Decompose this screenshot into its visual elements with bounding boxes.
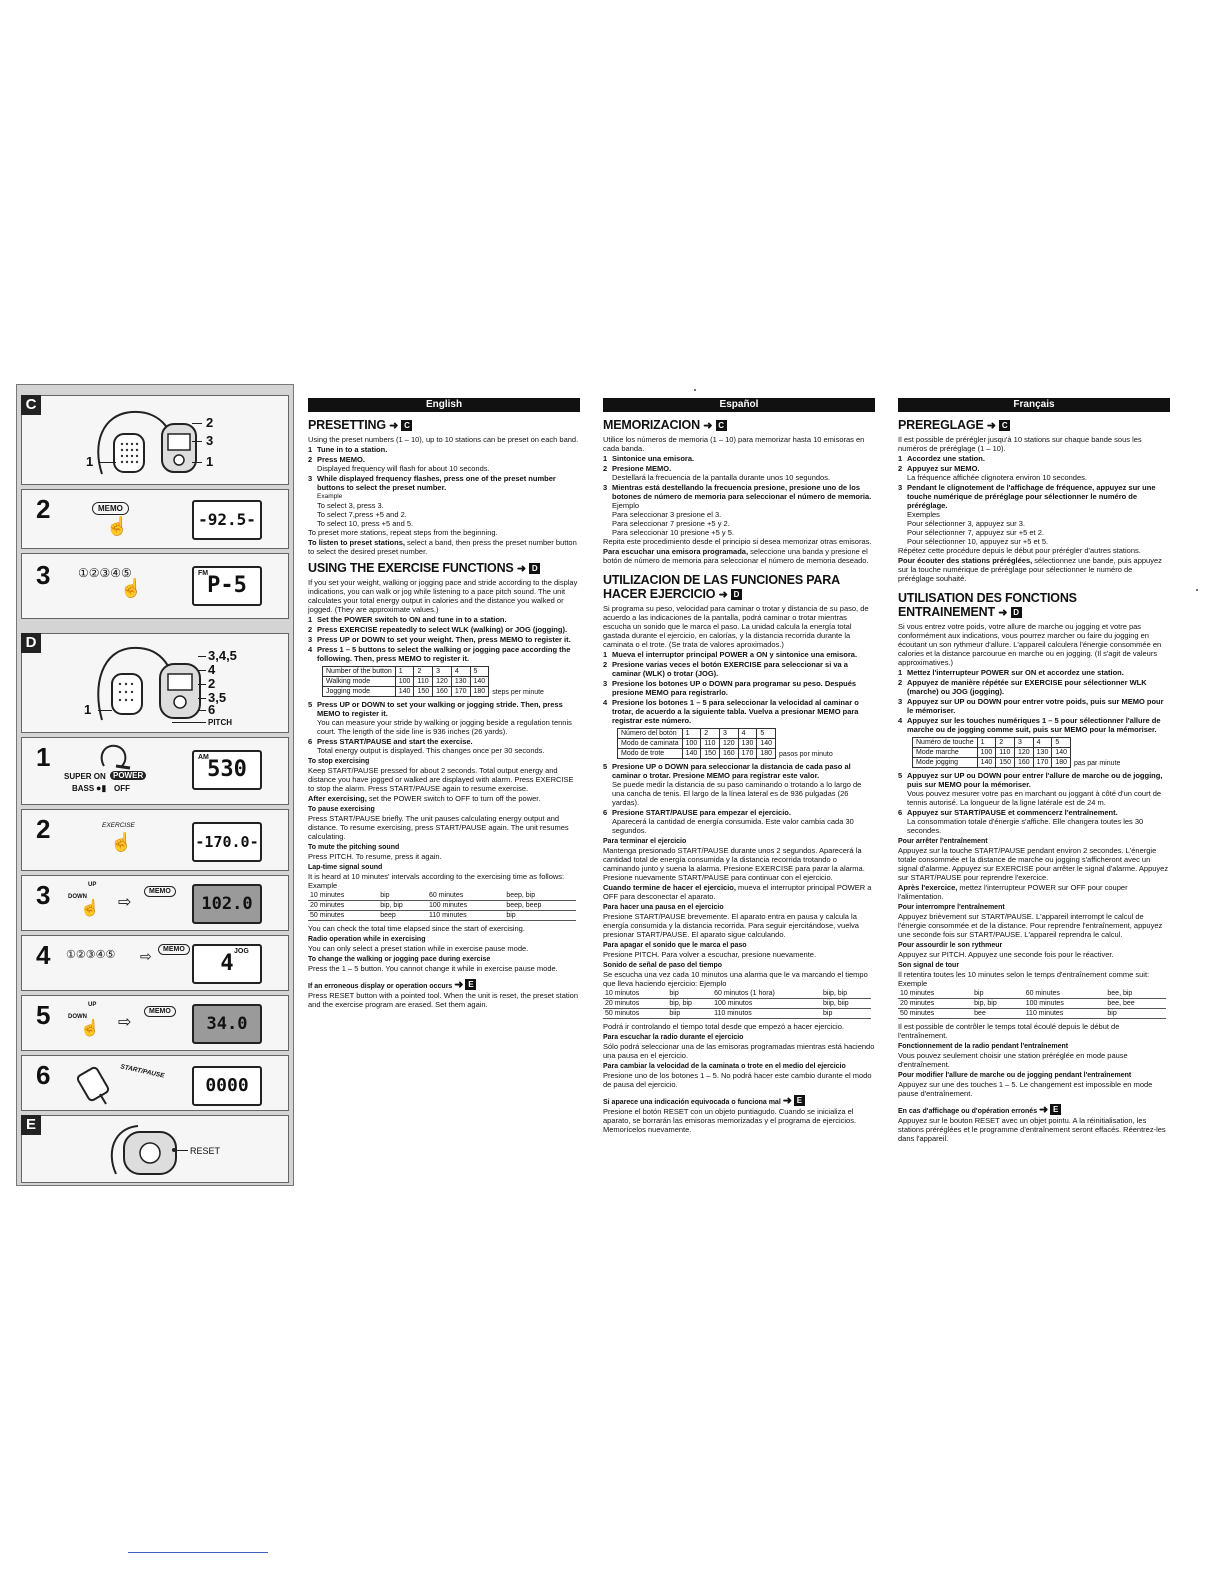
table-unit: pas par minute xyxy=(1074,759,1121,767)
preset-step-3: 3 Mientras está destellando la frecuencia presione, presione uno de los botones de número de memoria para seleccionar el número de memoria. xyxy=(603,483,872,501)
figure-d-step-2 xyxy=(21,809,289,871)
figure-panel xyxy=(16,384,294,1186)
error-heading: If an erroneous display or operation occurs ➜ E xyxy=(308,979,580,991)
figure-ref-badge: C xyxy=(401,420,412,431)
stride-display: 34.0 xyxy=(192,1004,262,1044)
pause-text: Presione START/PAUSE brevemente. El aparato entra en pausa y calcula la energía consumida y la distancia recorrida. Para seguir ejercitándose, vuelva presionar START/PAUSE. El aparato sigue calculando. xyxy=(603,912,859,939)
hand-icon: ☝ xyxy=(110,832,133,852)
spanish-column xyxy=(603,398,875,1135)
table-row: 20 minutes bip, bip 100 minutes bee, bee xyxy=(898,999,1166,1009)
table-row: 50 minutos biip 110 minutos bip xyxy=(603,1009,871,1019)
exercise-step-5: 5 Press UP or DOWN to set your walking or jogging stride. Then, press MEMO to register it. xyxy=(308,700,563,718)
step-number: 5 xyxy=(36,1000,51,1030)
exercise-step-5: 5 Presione UP o DOWN para seleccionar la distancia de cada paso al caminar o trotar. Presione MEMO para registrar este valor. xyxy=(603,762,851,780)
english-column xyxy=(308,398,580,1010)
lap-note: Podrá ir controlando el tiempo total desde que empezó a hacer ejercicio. xyxy=(603,1022,844,1031)
example-label: Ejemplo xyxy=(612,501,640,510)
example-line: Pour sélectionner 7, appuyez sur +5 et 2. xyxy=(907,528,1044,537)
presetting-heading: PRESETTING ➜ C xyxy=(308,418,580,433)
exercise-step-4: 4 Appuyez sur les touches numériques 1 – 5 pour sélectionner l'allure de marche ou de jogging comme suit, puis sur MEMO pour la mémoriser. xyxy=(898,716,1161,734)
preset-step-3: 3 While displayed frequency flashes, press one of the preset number buttons to select the preset number. xyxy=(308,474,556,492)
mute-text: Presione PITCH. Para volver a escuchar, presione nuevamente. xyxy=(603,950,817,959)
preset-step-1: 1 Sintonice una emisora. xyxy=(603,454,695,463)
preset-readout: P-5 xyxy=(207,573,247,598)
figure-d-device xyxy=(21,633,289,733)
figure-ref-badge: C xyxy=(716,420,727,431)
stop-heading: To stop exercising xyxy=(308,758,370,765)
preset-step-2: 2 Appuyez sur MEMO. xyxy=(898,464,980,473)
lap-heading: Sonido de señal de paso del tiempo xyxy=(603,962,723,969)
figure-ref-badge: D xyxy=(731,589,742,600)
exercise-step-1: 1 Mettez l'interrupteur POWER sur ON et accordez une station. xyxy=(898,668,1124,677)
memo-button-illustration: MEMO xyxy=(144,886,176,897)
preset-step-1: 1 Tune in to a station. xyxy=(308,445,388,454)
figure-badge-d: D xyxy=(21,633,41,653)
table-row: Mode marche 100 110 120 130 140 xyxy=(913,748,1124,758)
preset-step-2-note: Destellará la frecuencia de la pantalla durante unos 10 segundos. xyxy=(612,473,831,482)
figure-ref-badge: D xyxy=(1011,607,1022,618)
figure-ref-badge: E xyxy=(1050,1104,1061,1115)
change-text: Press the 1 – 5 button. You cannot change it while in exercise pause mode. xyxy=(308,964,558,973)
pace-table xyxy=(617,728,836,759)
exercise-step-3: 3 Press UP or DOWN to set your weight. Then, press MEMO to register it. xyxy=(308,635,571,644)
after-text: Cuando termine de hacer el ejercicio, mueva el interruptor principal POWER a OFF para desconectar el aparato. xyxy=(603,883,872,901)
table-row: Jogging mode 140 150 160 170 180 steps per minute xyxy=(323,687,547,697)
table-row: Number of the button 1 2 3 4 5 xyxy=(323,667,547,677)
callout-1-left: 1 xyxy=(86,454,94,469)
preset-listen: To listen to preset stations, select a band, then press the preset number button to select the desired preset number. xyxy=(308,538,577,556)
exercise-step-6-note: Aparecerá la cantidad de energía consumida. Este valor cambia cada 30 segundos. xyxy=(612,817,854,835)
presetting-heading: PREREGLAGE ➜ C xyxy=(898,418,1170,433)
weight-register-display: 102.0 xyxy=(192,884,262,924)
up-label: UP xyxy=(88,882,97,888)
table-row: Modo de caminata 100 110 120 130 140 xyxy=(618,739,836,749)
preset-step-2-note: Displayed frequency will flash for about 10 seconds. xyxy=(317,464,490,473)
exercise-intro: Si vous entrez votre poids, votre allure de marche ou jogging et votre pas conformément aux indications, vous pourrez marcher ou faire du jogging en écoutant un son rythmeur d'allure. L'appareil calculera l'énergie consommée en calories et la distance parcourue en marche ou en jogging. (Il s'agit de valeurs approximatives.) xyxy=(898,622,1162,667)
hand-icon: ☝ xyxy=(106,516,129,536)
down-label: DOWN xyxy=(68,1014,87,1020)
callout-4: 4 xyxy=(208,662,216,677)
mute-text: Appuyez sur PITCH. Appuyez une seconde fois pour le réactiver. xyxy=(898,950,1114,959)
error-text: Press RESET button with a pointed tool. When the unit is reset, the preset station and the exercise program are erased. Set them again. xyxy=(308,991,579,1009)
example-line: Para seleccionar 7 presione +5 y 2. xyxy=(612,519,730,528)
callout-2: 2 xyxy=(206,415,214,430)
table-row: Modo de trote 140 150 160 170 180 pasos por minuto xyxy=(618,749,836,759)
table-unit: steps per minute xyxy=(492,688,544,696)
reset-hole-illustration xyxy=(104,1122,194,1180)
pause-heading: To pause exercising xyxy=(308,806,375,813)
exercise-heading: USING THE EXERCISE FUNCTIONS ➜ D xyxy=(308,561,580,576)
energy-display: 0000 xyxy=(192,1066,262,1106)
frequency-readout: 530 xyxy=(207,757,247,782)
lap-text: Se escucha una vez cada 10 minutos una alarma que le va marcando el tiempo que lleva haciendo ejercicio: Ejemplo xyxy=(603,970,868,988)
figure-ref-badge: E xyxy=(794,1095,805,1106)
am-frequency-display xyxy=(192,750,262,790)
step-number: 2 xyxy=(36,494,51,524)
preset-step-2-note: La fréquence affichée clignotera environ 10 secondes. xyxy=(907,473,1087,482)
error-heading: Si aparece una indicación equivocada o funciona mal ➜ E xyxy=(603,1095,875,1107)
example-line: To select 3, press 3. xyxy=(317,501,384,510)
figure-ref-badge: D xyxy=(529,563,540,574)
step-number: 4 xyxy=(36,940,51,970)
presetting-intro: Utilice los números de memoria (1 – 10) para memorizar hasta 10 emisoras en cada banda. xyxy=(603,435,865,453)
callout-2: 2 xyxy=(208,676,216,691)
scan-speck xyxy=(694,389,696,391)
weight-display: -170.0- xyxy=(192,822,262,862)
table-row: 10 minutos bip 60 minutos (1 hora) biip, bip xyxy=(603,989,871,999)
hand-icon: ☝ xyxy=(80,900,100,917)
preset-step-2: 2 Press MEMO. xyxy=(308,455,365,464)
example-line: To select 10, press +5 and 5. xyxy=(317,519,414,528)
radio-text: Vous pouvez seulement choisir une station préréglée en mode pause d'entraînement. xyxy=(898,1051,1128,1069)
exercise-heading: UTILIZACION DE LAS FUNCIONES PARA HACER EJERCICIO ➜ D xyxy=(603,573,840,601)
exercise-step-2: 2 Presione varias veces el botón EXERCISE para seleccionar si va a caminar (WLK) o trotar (JOG). xyxy=(603,660,848,678)
callout-3: 3 xyxy=(206,433,214,448)
example-line: Pour sélectionner 10, appuyez sur +5 et 5. xyxy=(907,537,1049,546)
table-row: Número del botón 1 2 3 4 5 xyxy=(618,729,836,739)
start-pause-label: START/PAUSE xyxy=(119,1063,166,1080)
exercise-step-5-note: You can measure your stride by walking or jogging beside a regulation tennis court. The length of the side line is 936 inches (26 yards). xyxy=(317,718,572,736)
figure-d-step-3 xyxy=(21,875,289,931)
example-label: Example xyxy=(317,493,343,500)
example-line: Pour sélectionner 3, appuyez sur 3. xyxy=(907,519,1025,528)
table-row: 10 minutes bip 60 minutes beep, bip xyxy=(308,891,576,901)
step-number: 2 xyxy=(36,814,51,844)
callout-pitch: PITCH xyxy=(208,718,232,727)
exercise-step-2: 2 Press EXERCISE repeatedly to select WLK (walking) or JOG (jogging). xyxy=(308,625,568,634)
table-row: 20 minutos bip, bip 100 minutos biip, biip xyxy=(603,999,871,1009)
error-text: Appuyez sur le bouton RESET avec un objet pointu. A la réinitialisation, les stations préréglées et le programme d'entraînement seront effacés. Réentrez-les dans l'appareil. xyxy=(898,1116,1166,1143)
example-line: Para seleccionar 10 presione +5 y 5. xyxy=(612,528,734,537)
figure-c-step-3 xyxy=(21,553,289,619)
exercise-step-6: 6 Appuyez sur START/PAUSE et commencerz l'entraînement. xyxy=(898,808,1118,817)
exercise-step-5-note: Vous pouvez mesurer votre pas en marchant ou joggant à côté d'un court de tennis autorisé. La longueur de la ligne latérale est de 24 m. xyxy=(907,789,1162,807)
exercise-button-label: EXERCISE xyxy=(102,822,135,829)
table-row: Mode jogging 140 150 160 170 180 pas par minute xyxy=(913,758,1124,768)
preset-buttons-illustration: ①②③④⑤ xyxy=(66,949,116,961)
radio-heading: Fonctionnement de la radio pendant l'entraînement xyxy=(898,1043,1069,1050)
change-text: Appuyez sur une des touches 1 – 5. Le changement est impossible en mode pause d'entraînement. xyxy=(898,1080,1153,1098)
table-row: Numéro de touche 1 2 3 4 5 xyxy=(913,738,1124,748)
exercise-step-6: 6 Presione START/PAUSE para empezar el ejercicio. xyxy=(603,808,791,817)
super-on-label: SUPER ON xyxy=(64,772,106,781)
up-label: UP xyxy=(88,1002,97,1008)
memo-button-illustration: MEMO xyxy=(144,1006,176,1017)
arrow-right-icon: ➜ xyxy=(516,563,526,575)
band-indicator: FM xyxy=(198,570,209,577)
figure-d-step-4 xyxy=(21,935,289,991)
language-header-spanish: Español xyxy=(603,398,875,412)
arrow-right-icon: ➜ xyxy=(703,420,713,432)
arrow-right-icon: ➜ xyxy=(986,420,996,432)
after-text: Après l'exercice, mettez l'interrupteur POWER sur OFF pour couper l'alimentation. xyxy=(898,883,1128,901)
mute-heading: Para apagar el sonido que le marca el paso xyxy=(603,942,747,949)
lap-heading: Lap-time signal sound xyxy=(308,864,383,871)
figure-d-step-1 xyxy=(21,737,289,805)
example-line: Para seleccionar 3 presione el 3. xyxy=(612,510,722,519)
pace-table xyxy=(322,666,547,697)
band-indicator: AM xyxy=(198,754,209,761)
french-column xyxy=(898,398,1170,1144)
figure-badge-c: C xyxy=(21,395,41,415)
change-heading: Pour modifier l'allure de marche ou de jogging pendant l'entraînement xyxy=(898,1072,1132,1079)
power-knob-icon xyxy=(96,742,132,770)
memo-button-illustration: MEMO xyxy=(158,944,190,955)
table-row: Walking mode 100 110 120 130 140 xyxy=(323,677,547,687)
exercise-heading: UTILISATION DES FONCTIONS ENTRAINEMENT ➜ D xyxy=(898,591,1077,619)
off-label: OFF xyxy=(114,784,130,793)
frequency-display: -92.5- xyxy=(192,500,262,540)
hand-icon: ☝ xyxy=(80,1020,100,1037)
exercise-step-5: 5 Appuyez sur UP ou DOWN pour entrer l'allure de marche ou de jogging, puis sur MEMO pour la mémoriser. xyxy=(898,771,1163,789)
arrow-right-icon: ➜ xyxy=(454,979,464,991)
pace-table xyxy=(912,737,1124,768)
mode-indicator: JOG xyxy=(234,948,249,955)
exercise-step-6-note: La consommation totale d'énergie s'affiche. Elle changera toutes les 30 secondes. xyxy=(907,817,1144,835)
change-text: Presione uno de los botones 1 – 5. No podrá hacer este cambio durante el modo de pausa del ejercicio. xyxy=(603,1071,872,1089)
figure-e-reset xyxy=(21,1115,289,1183)
mute-heading: Pour assourdir le son rythmeur xyxy=(898,942,1003,949)
exercise-step-5-note: Se puede medir la distancia de su paso caminando o trotando a lo largo de una cancha de tenis. El largo de la línea lateral es de 936 pulgadas (26 yardas). xyxy=(612,780,862,807)
table-unit: pasos por minuto xyxy=(779,750,833,758)
figure-d-step-6 xyxy=(21,1055,289,1111)
down-label: DOWN xyxy=(68,894,87,900)
error-text: Presione el botón RESET con un objeto puntiagudo. Cuando se inicializa el aparato, se borrarán las emisoras memorizadas y el programa de ejercicios. Memorícelos nuevamente. xyxy=(603,1107,857,1134)
bass-label: BASS xyxy=(72,784,95,793)
figure-d-step-5 xyxy=(21,995,289,1051)
callout-1: 1 xyxy=(84,702,92,717)
preset-step-1: 1 Accordez une station. xyxy=(898,454,985,463)
lap-note: Il est possible de contrôler le temps total écoulé depuis le début de l'entraînement. xyxy=(898,1022,1120,1040)
arrow-right-icon: ➜ xyxy=(718,589,728,601)
figure-c-step-2 xyxy=(21,489,289,549)
stop-heading: Para terminar el ejercicio xyxy=(603,838,687,845)
error-heading: En cas d'affichage ou d'opération erronés ➜ E xyxy=(898,1104,1170,1116)
preset-more: Repita este procedimiento desde el principio si desea memorizar otras emisoras. xyxy=(603,537,872,546)
change-heading: To change the walking or jogging pace during exercise xyxy=(308,956,491,963)
reset-label: RESET xyxy=(190,1146,221,1156)
preset-more: To preset more stations, repeat steps from the beginning. xyxy=(308,528,498,537)
language-header-french: Français xyxy=(898,398,1170,412)
preset-step-2: 2 Presione MEMO. xyxy=(603,464,672,473)
step-number: 3 xyxy=(36,880,51,910)
lap-table xyxy=(603,989,871,1019)
callout-1-right: 1 xyxy=(206,454,214,469)
pace-readout: 4 xyxy=(220,951,234,976)
exercise-step-6-note: Total energy output is displayed. This changes once per 30 seconds. xyxy=(317,746,545,755)
pace-display xyxy=(192,944,262,984)
arrow-right-icon: ⇨ xyxy=(140,948,152,964)
exercise-intro: If you set your weight, walking or jogging pace and stride according to the display indications, you can walk or jog while listening to a pace pitch sound. The unit calculates your total energy output in calories and the distance you walked or jogged. (They are approximate values.) xyxy=(308,578,578,614)
power-badge: POWER xyxy=(110,771,146,780)
arrow-right-icon: ➜ xyxy=(782,1095,792,1107)
arrow-right-icon: ⇨ xyxy=(118,1014,132,1031)
footer-rule xyxy=(128,1552,268,1553)
stop-heading: Pour arrêter l'entraînement xyxy=(898,838,988,845)
step-number: 1 xyxy=(36,742,51,772)
table-row: 10 minutes bip 60 minutes bee, bip xyxy=(898,989,1166,999)
table-row: 20 minutes bip, bip 100 minutes beep, beep xyxy=(308,901,576,911)
preset-more: Répétez cette procédure depuis le début pour prérégler d'autres stations. xyxy=(898,546,1141,555)
exercise-step-3: 3 Presione los botones UP o DOWN para programar su peso. Después presione MEMO para registrarlo. xyxy=(603,679,857,697)
language-header-english: English xyxy=(308,398,580,412)
preset-step-3: 3 Pendant le clignotement de l'affichage de fréquence, appuyez sur une touche numérique de préréglage pour sélectionner le numéro de préréglage. xyxy=(898,483,1156,510)
arrow-right-icon: ➜ xyxy=(1039,1104,1049,1116)
stop-text: Keep START/PAUSE pressed for about 2 seconds. Total output energy and distance you have jogged or walked are displayed with alarm. Press EXERCISE to stop the alarm. Press START/PAUSE again to resume exercise. xyxy=(308,766,574,793)
exercise-step-1: 1 Mueva el interruptor principal POWER a ON y sintonice una emisora. xyxy=(603,650,858,659)
radio-heading: Radio operation while in exercising xyxy=(308,936,426,943)
lap-heading: Son signal de tour xyxy=(898,962,960,969)
figure-ref-badge: C xyxy=(999,420,1010,431)
after-text: After exercising, set the POWER switch to OFF to turn off the power. xyxy=(308,794,541,803)
mute-text: Press PITCH. To resume, press it again. xyxy=(308,852,442,861)
lap-text: It is heard at 10 minutes' intervals according to the exercising time as follows: Example xyxy=(308,872,565,890)
lap-table xyxy=(308,891,576,921)
step-number: 3 xyxy=(36,560,51,590)
lap-table xyxy=(898,989,1166,1019)
callout-6: 6 xyxy=(208,702,216,717)
arrow-right-icon: ➜ xyxy=(998,607,1008,619)
example-label: Exemples xyxy=(907,510,940,519)
table-row: 50 minutes beep 110 minutes bip xyxy=(308,911,576,921)
radio-text: You can only select a preset station while in exercise pause mode. xyxy=(308,944,529,953)
exercise-step-4: 4 Presione los botones 1 – 5 para seleccionar la velocidad al caminar o trotar, de acuerdo a la siguiente tabla. Vuelva a presionar MEMO para registrar este número. xyxy=(603,698,859,725)
presetting-intro: Il est possible de prérégler jusqu'à 10 stations sur chaque bande sous les numéros de préréglage (1 – 10). xyxy=(898,435,1142,453)
exercise-step-3: 3 Appuyez sur UP ou DOWN pour entrer votre poids, puis sur MEMO pour le mémoriser. xyxy=(898,697,1164,715)
example-line: To select 7,press +5 and 2. xyxy=(317,510,407,519)
callout-3-4-5: 3,4,5 xyxy=(208,648,237,663)
pause-text: Appuyez brièvement sur START/PAUSE. L'appareil interrompt le calcul de l'énergie consommée et de la distance. Pour reprendre l'entraînement, appuyez une seconde fois sur START/PAUSE. L'appareil reprendra le calcul. xyxy=(898,912,1163,939)
table-row: 50 minutes bee 110 minutes bip xyxy=(898,1009,1166,1019)
mute-heading: To mute the pitching sound xyxy=(308,844,400,851)
preset-listen: Para escuchar una emisora programada, seleccione una banda y presione el botón de número de memoria para seleccionar el número de memoria deseado. xyxy=(603,547,869,565)
radio-text: Sólo podrá seleccionar una de las emisoras programadas mientras está haciendo una pausa en el ejercicio. xyxy=(603,1042,875,1060)
preset-display xyxy=(192,566,262,606)
exercise-step-1: 1 Set the POWER switch to ON and tune in to a station. xyxy=(308,615,507,624)
stop-text: Mantenga presionado START/PAUSE durante unos 2 segundos. Aparecerá la cantidad total de energía consumida y la distancia recorrida trotando o caminando junto y suena la alarma. Presione EXERCISE para parar la alarma. Presione nuevamente START/PAUSE para continuar con el ejercicio. xyxy=(603,846,865,882)
presetting-intro: Using the preset numbers (1 – 10), up to 10 stations can be preset on each band. xyxy=(308,435,579,444)
figure-ref-badge: E xyxy=(465,979,476,990)
memo-button-illustration: MEMO xyxy=(92,502,129,515)
figure-badge-e: E xyxy=(21,1115,41,1135)
figure-c-device xyxy=(21,395,289,485)
headphone-radio-illustration xyxy=(82,404,222,482)
preset-listen: Pour écouter des stations préréglées, sélectionnez une bande, puis appuyez sur la touche numérique de préréglage pour sélectionner le numéro de préréglage souhaité. xyxy=(898,556,1162,583)
preset-buttons-illustration: ①②③④⑤ xyxy=(78,566,132,580)
headphone-radio-illustration xyxy=(82,640,212,728)
pause-heading: Pour interrompre l'entraînement xyxy=(898,904,1005,911)
arrow-right-icon: ⇨ xyxy=(118,894,132,911)
pause-text: Press START/PAUSE briefly. The unit pauses calculating energy output and distance. To resume exercising, press START/PAUSE again. The unit resumes calculating. xyxy=(308,814,569,841)
pause-heading: Para hacer una pausa en el ejercicio xyxy=(603,904,724,911)
exercise-step-2: 2 Appuyez de manière répétée sur EXERCISE pour sélectionner WLK (marche) ou JOG (jogging). xyxy=(898,678,1147,696)
exercise-step-6: 6 Press START/PAUSE and start the exercise. xyxy=(308,737,473,746)
hand-icon: ☝ xyxy=(120,578,143,598)
exercise-intro: Si programa su peso, velocidad para caminar o trotar y distancia de su paso, de acuerdo a las indicaciones de la pantalla, podrá caminar o trotar mientras escucha un sonido que le marca el paso. La unidad calcula la energía total gastada durante el ejercicio, en calorías, y la distancia recorrida durante la caminata o el trote. (Se trata de valores aproximados.) xyxy=(603,604,869,649)
change-heading: Para cambiar la velocidad de la caminata o trote en el medio del ejercicio xyxy=(603,1063,846,1070)
stop-text: Appuyez sur la touche START/PAUSE pendant environ 2 secondes. L'énergie totale consommée et la distance de marche ou jogging s'afficheront avec un signal d'alarme. Appuyez sur EXERCISE pour arrêter le signal d'alarme. Appuyez sur START/PAUSE pour reprendre l'exercice. xyxy=(898,846,1169,882)
lap-note: You can check the total time elapsed since the start of exercising. xyxy=(308,924,525,933)
lap-text: Il retentira toutes les 10 minutes selon le temps d'entraînement comme suit: Exemple xyxy=(898,970,1150,988)
bass-switch-icon: ●▮ xyxy=(96,783,107,793)
callout-3-5: 3,5 xyxy=(208,690,227,705)
scan-speck xyxy=(1196,589,1198,591)
radio-heading: Para escuchar la radio durante el ejercicio xyxy=(603,1034,744,1041)
exercise-step-4: 4 Press 1 – 5 buttons to select the walking or jogging pace according the following. Then, press MEMO to register it. xyxy=(308,645,571,663)
start-pause-button-icon xyxy=(76,1064,116,1106)
presetting-heading: MEMORIZACION ➜ C xyxy=(603,418,875,433)
step-number: 6 xyxy=(36,1060,51,1090)
arrow-right-icon: ➜ xyxy=(389,420,399,432)
